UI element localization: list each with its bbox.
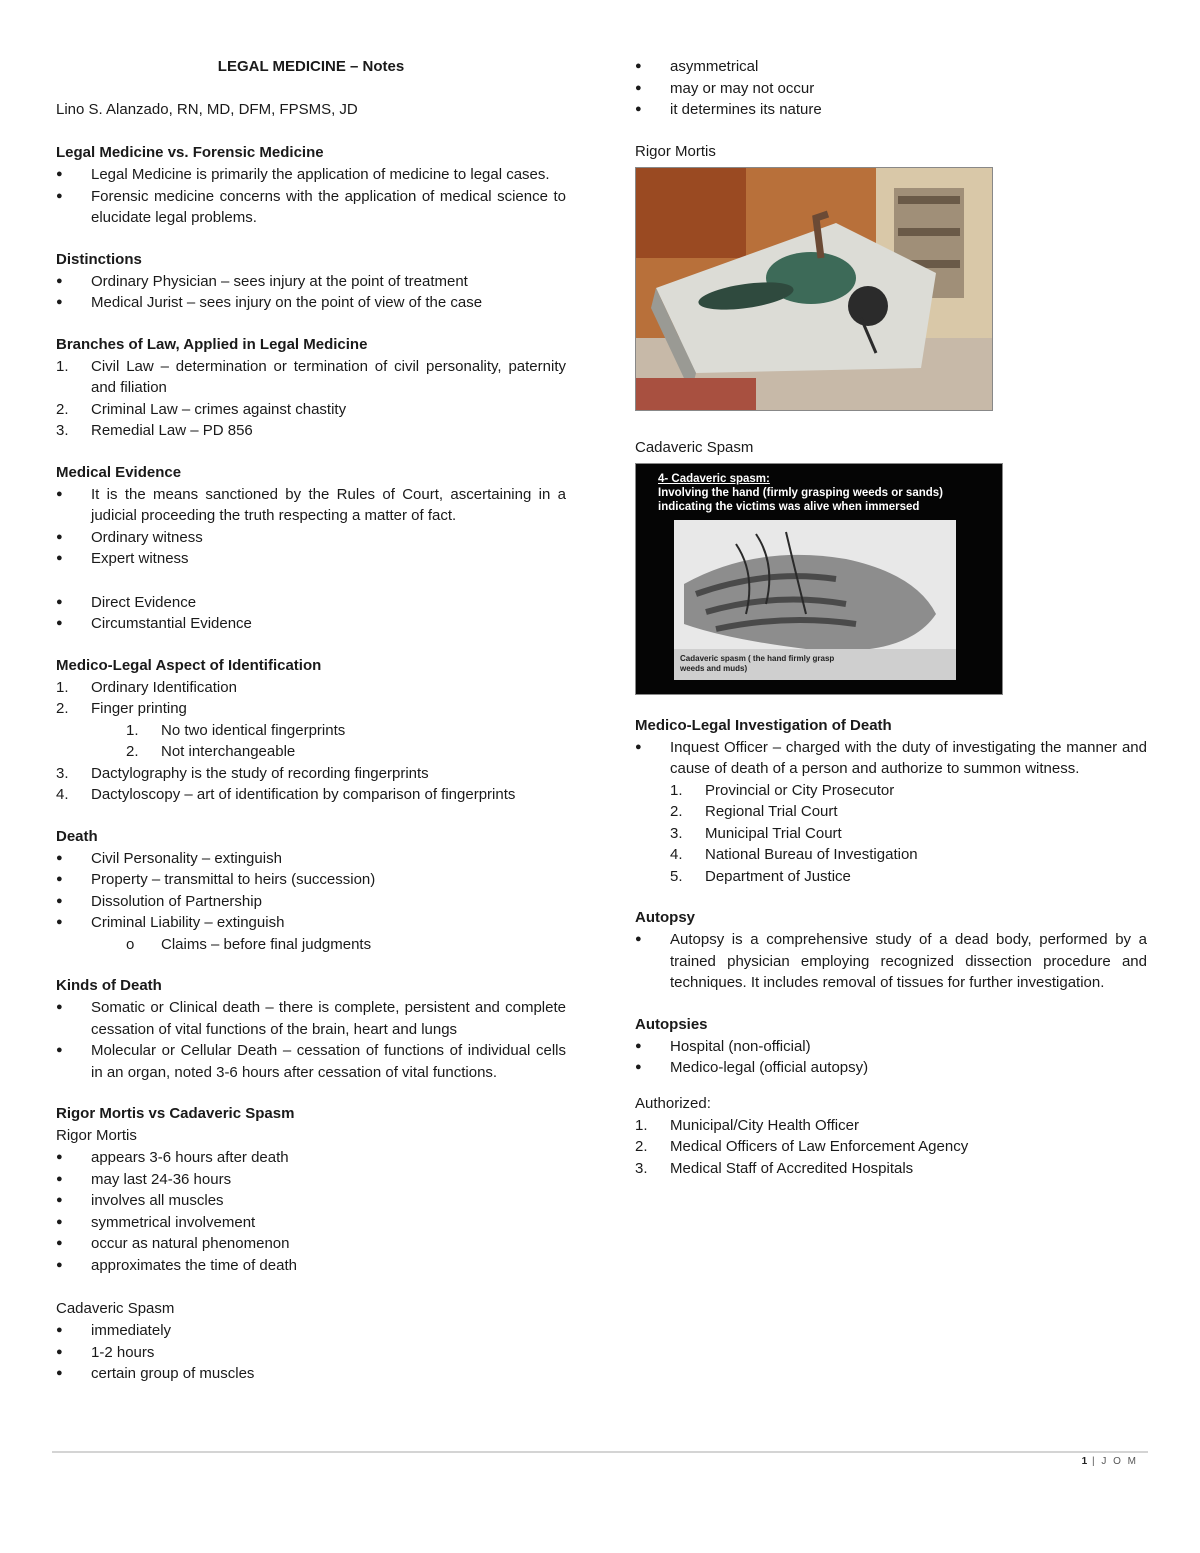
right-column: [635, 56, 1147, 1199]
slide-inner-caption: weeds and muds): [680, 663, 748, 673]
document-title: LEGAL MEDICINE – Notes: [217, 58, 405, 75]
bullet-icon: ●: [56, 552, 63, 564]
bullet-list: [56, 164, 566, 229]
slide-text: Involving the hand (firmly grasping weeds or sands): [658, 486, 943, 499]
list-item: ● may or may not occur: [635, 78, 1147, 100]
bullet-icon: ●: [56, 916, 63, 928]
bullet-list: [56, 1320, 566, 1385]
section-heading: Distinctions: [56, 250, 142, 268]
list-item: ● Civil Personality – extinguish: [56, 848, 566, 870]
list-item: o Claims – before final judgments: [56, 934, 566, 956]
bullet-list: [56, 997, 566, 1083]
section-heading: Rigor Mortis vs Cadaveric Spasm: [56, 1105, 295, 1122]
list-item: 2. Regional Trial Court: [670, 803, 838, 820]
list-item: 2. Criminal Law – crimes against chastity: [56, 400, 347, 418]
list-item: 5. Department of Justice: [670, 867, 851, 885]
section-legal-vs-forensic: [56, 142, 566, 229]
rigor-mortis-illustration: [636, 168, 992, 410]
bullet-list: [635, 1036, 1147, 1079]
section-heading: Branches of Law, Applied in Legal Medicine: [56, 335, 368, 353]
list-item: 1. Provincial or City Prosecutor: [670, 781, 895, 799]
list-item: ● It is the means sanctioned by the Rules of Court, ascertaining in a judicial proceeding the truth respecting a matter of fact.: [56, 485, 566, 524]
numbered-list: [635, 1115, 1147, 1180]
subheading-rigor-mortis: Rigor Mortis: [56, 1127, 137, 1144]
circle-bullet-icon: o: [126, 935, 135, 953]
list-item: ● appears 3-6 hours after death: [56, 1147, 566, 1169]
list-item: ● Medical Jurist – sees injury on the point of view of the case: [56, 292, 566, 314]
list-item: ● 1-2 hours: [56, 1342, 566, 1364]
numbered-list: [56, 677, 566, 720]
bullet-icon: ●: [635, 740, 642, 753]
authorized-label: Authorized:: [635, 1094, 711, 1112]
list-item: ● Expert witness: [56, 548, 566, 570]
list-item: ● symmetrical involvement: [56, 1212, 566, 1234]
section-kinds-of-death: [56, 975, 566, 1083]
bullet-list: [56, 271, 566, 314]
bullet-icon: ●: [56, 1324, 63, 1336]
list-item: 4. Dactyloscopy – art of identification by comparison of fingerprints: [56, 786, 516, 803]
list-item: ● Inquest Officer – charged with the duty of investigating the manner and cause of death of a person and authorize to summon witness.: [635, 738, 1147, 777]
cadaveric-spasm-slide: [635, 463, 1003, 695]
bullet-icon: ●: [56, 487, 63, 500]
list-item: ● Medico-legal (official autopsy): [635, 1057, 1147, 1079]
bullet-icon: ●: [56, 168, 63, 180]
list-item: ● Criminal Liability – extinguish: [56, 912, 566, 934]
list-item: 2. Not interchangeable: [126, 743, 296, 760]
list-item: ● Molecular or Cellular Death – cessation of functions of individual cells in an organ, noted 3-6 hours after cessation of vital functions.: [56, 1042, 566, 1081]
bullet-icon: ●: [635, 103, 642, 115]
numbered-list: [56, 763, 566, 806]
slide-text: indicating the victims was alive when immersed: [658, 500, 920, 513]
left-column: [56, 56, 566, 1405]
list-item: 2. Finger printing: [56, 700, 187, 717]
bullet-icon: ●: [56, 1001, 63, 1013]
list-item: 4. National Bureau of Investigation: [670, 846, 918, 863]
section-distinctions: [56, 249, 566, 314]
bullet-list: [635, 56, 1147, 121]
list-item: 1. No two identical fingerprints: [126, 721, 346, 739]
bullet-icon: ●: [56, 1172, 63, 1185]
page-number: 1: [1081, 1456, 1088, 1467]
list-item: ● Autopsy is a comprehensive study of a dead body, performed by a trained physician employing recognized dissection procedure and techniques. It includes removal of tissues for further investigation.: [635, 931, 1147, 991]
slide-inner-caption: Cadaveric spasm ( the hand firmly grasp: [680, 653, 835, 663]
bullet-icon: ●: [56, 1215, 63, 1228]
sub-list: [56, 934, 566, 956]
list-item: ● certain group of muscles: [56, 1363, 566, 1385]
section-heading: Autopsies: [635, 1015, 708, 1033]
bullet-list: [635, 737, 1147, 780]
list-item: ● Property – transmittal to heirs (succession): [56, 869, 566, 891]
section-identification: [56, 655, 566, 806]
footer-initials: J O M: [1101, 1456, 1138, 1467]
bullet-icon: ●: [56, 1044, 63, 1056]
list-item: ● Legal Medicine is primarily the application of medicine to legal cases.: [56, 164, 566, 186]
numbered-list: [56, 356, 566, 442]
bullet-icon: ●: [56, 296, 63, 308]
list-item: ● Somatic or Clinical death – there is complete, persistent and complete cessation of vital functions of the brain, heart and lungs: [56, 999, 566, 1038]
section-heading: Legal Medicine vs. Forensic Medicine: [56, 144, 324, 161]
list-item: ● Direct Evidence: [56, 592, 566, 614]
list-item: 3. Medical Staff of Accredited Hospitals: [635, 1159, 914, 1177]
bullet-icon: ●: [56, 617, 63, 629]
bullet-icon: ●: [56, 873, 63, 885]
list-item: 3. Dactylography is the study of recording fingerprints: [56, 764, 429, 782]
bullet-icon: ●: [56, 1151, 63, 1163]
section-heading: Death: [56, 827, 98, 845]
bullet-icon: ●: [56, 1367, 63, 1379]
section-autopsies: [635, 1014, 1147, 1180]
page-footer: [1082, 1456, 1138, 1467]
list-item: 3. Municipal Trial Court: [670, 824, 842, 842]
bullet-icon: ●: [56, 595, 63, 608]
list-item: ● involves all muscles: [56, 1190, 566, 1212]
section-autopsy: [635, 907, 1147, 994]
bullet-icon: ●: [635, 1061, 642, 1073]
bullet-list: [56, 592, 566, 635]
bullet-icon: ●: [635, 60, 642, 72]
section-heading: Medico-Legal Investigation of Death: [635, 716, 892, 734]
rigor-mortis-photo: [635, 167, 993, 411]
bullet-list: [56, 1147, 566, 1276]
footer-separator: |: [1091, 1456, 1097, 1467]
bullet-icon: ●: [56, 1237, 63, 1249]
section-heading: Autopsy: [635, 909, 695, 926]
slide-title: 4- Cadaveric spasm:: [658, 472, 770, 485]
list-item: ● Forensic medicine concerns with the application of medical science to elucidate legal problems.: [56, 187, 566, 226]
bullet-icon: ●: [56, 894, 63, 907]
list-item: 1. Municipal/City Health Officer: [635, 1116, 859, 1134]
bullet-icon: ●: [635, 81, 642, 94]
image-caption: Cadaveric Spasm: [635, 438, 754, 456]
section-medical-evidence: [56, 462, 566, 635]
footer-divider: [52, 1451, 1148, 1453]
bullet-list: [635, 929, 1147, 994]
list-item: ● Dissolution of Partnership: [56, 891, 566, 913]
list-item: ● Circumstantial Evidence: [56, 613, 566, 635]
list-item: ● occur as natural phenomenon: [56, 1233, 566, 1255]
bullet-icon: ●: [56, 851, 63, 864]
section-investigation-of-death: [635, 715, 1147, 888]
list-item: ● immediately: [56, 1320, 566, 1342]
bullet-list: [56, 848, 566, 934]
bullet-icon: ●: [56, 1345, 63, 1358]
subheading-cadaveric-spasm: Cadaveric Spasm: [56, 1300, 175, 1317]
list-item: ● Hospital (non-official): [635, 1036, 1147, 1058]
list-item: ● asymmetrical: [635, 56, 1147, 78]
sub-list: [56, 720, 566, 763]
image-caption: Rigor Mortis: [635, 142, 716, 160]
bullet-list: [56, 484, 566, 570]
list-item: ● Ordinary Physician – sees injury at the point of treatment: [56, 271, 566, 293]
bullet-icon: ●: [635, 1039, 642, 1052]
author-line: Lino S. Alanzado, RN, MD, DFM, FPSMS, JD: [56, 101, 358, 118]
list-item: ● Ordinary witness: [56, 527, 566, 549]
list-item: ● approximates the time of death: [56, 1255, 566, 1277]
list-item: 1. Ordinary Identification: [56, 678, 237, 696]
list-item: ● may last 24-36 hours: [56, 1169, 566, 1191]
section-death: [56, 826, 566, 956]
section-heading: Medical Evidence: [56, 463, 182, 481]
bullet-icon: ●: [56, 1194, 63, 1206]
list-item: 2. Medical Officers of Law Enforcement Agency: [635, 1138, 969, 1155]
section-rigor-vs-spasm: [56, 1103, 566, 1385]
bullet-icon: ●: [56, 530, 63, 543]
list-item: 3. Remedial Law – PD 856: [56, 422, 253, 439]
section-branches-of-law: [56, 334, 566, 442]
bullet-icon: ●: [56, 189, 63, 202]
section-heading: Medico-Legal Aspect of Identification: [56, 656, 322, 674]
sub-list: [635, 780, 1147, 888]
list-item: ● it determines its nature: [635, 99, 1147, 121]
list-item: 1. Civil Law – determination or termination of civil personality, paternity and filiation: [56, 357, 566, 396]
bullet-icon: ●: [56, 1258, 63, 1271]
bullet-icon: ●: [56, 274, 63, 287]
bullet-icon: ●: [635, 933, 642, 945]
section-heading: Kinds of Death: [56, 977, 162, 994]
